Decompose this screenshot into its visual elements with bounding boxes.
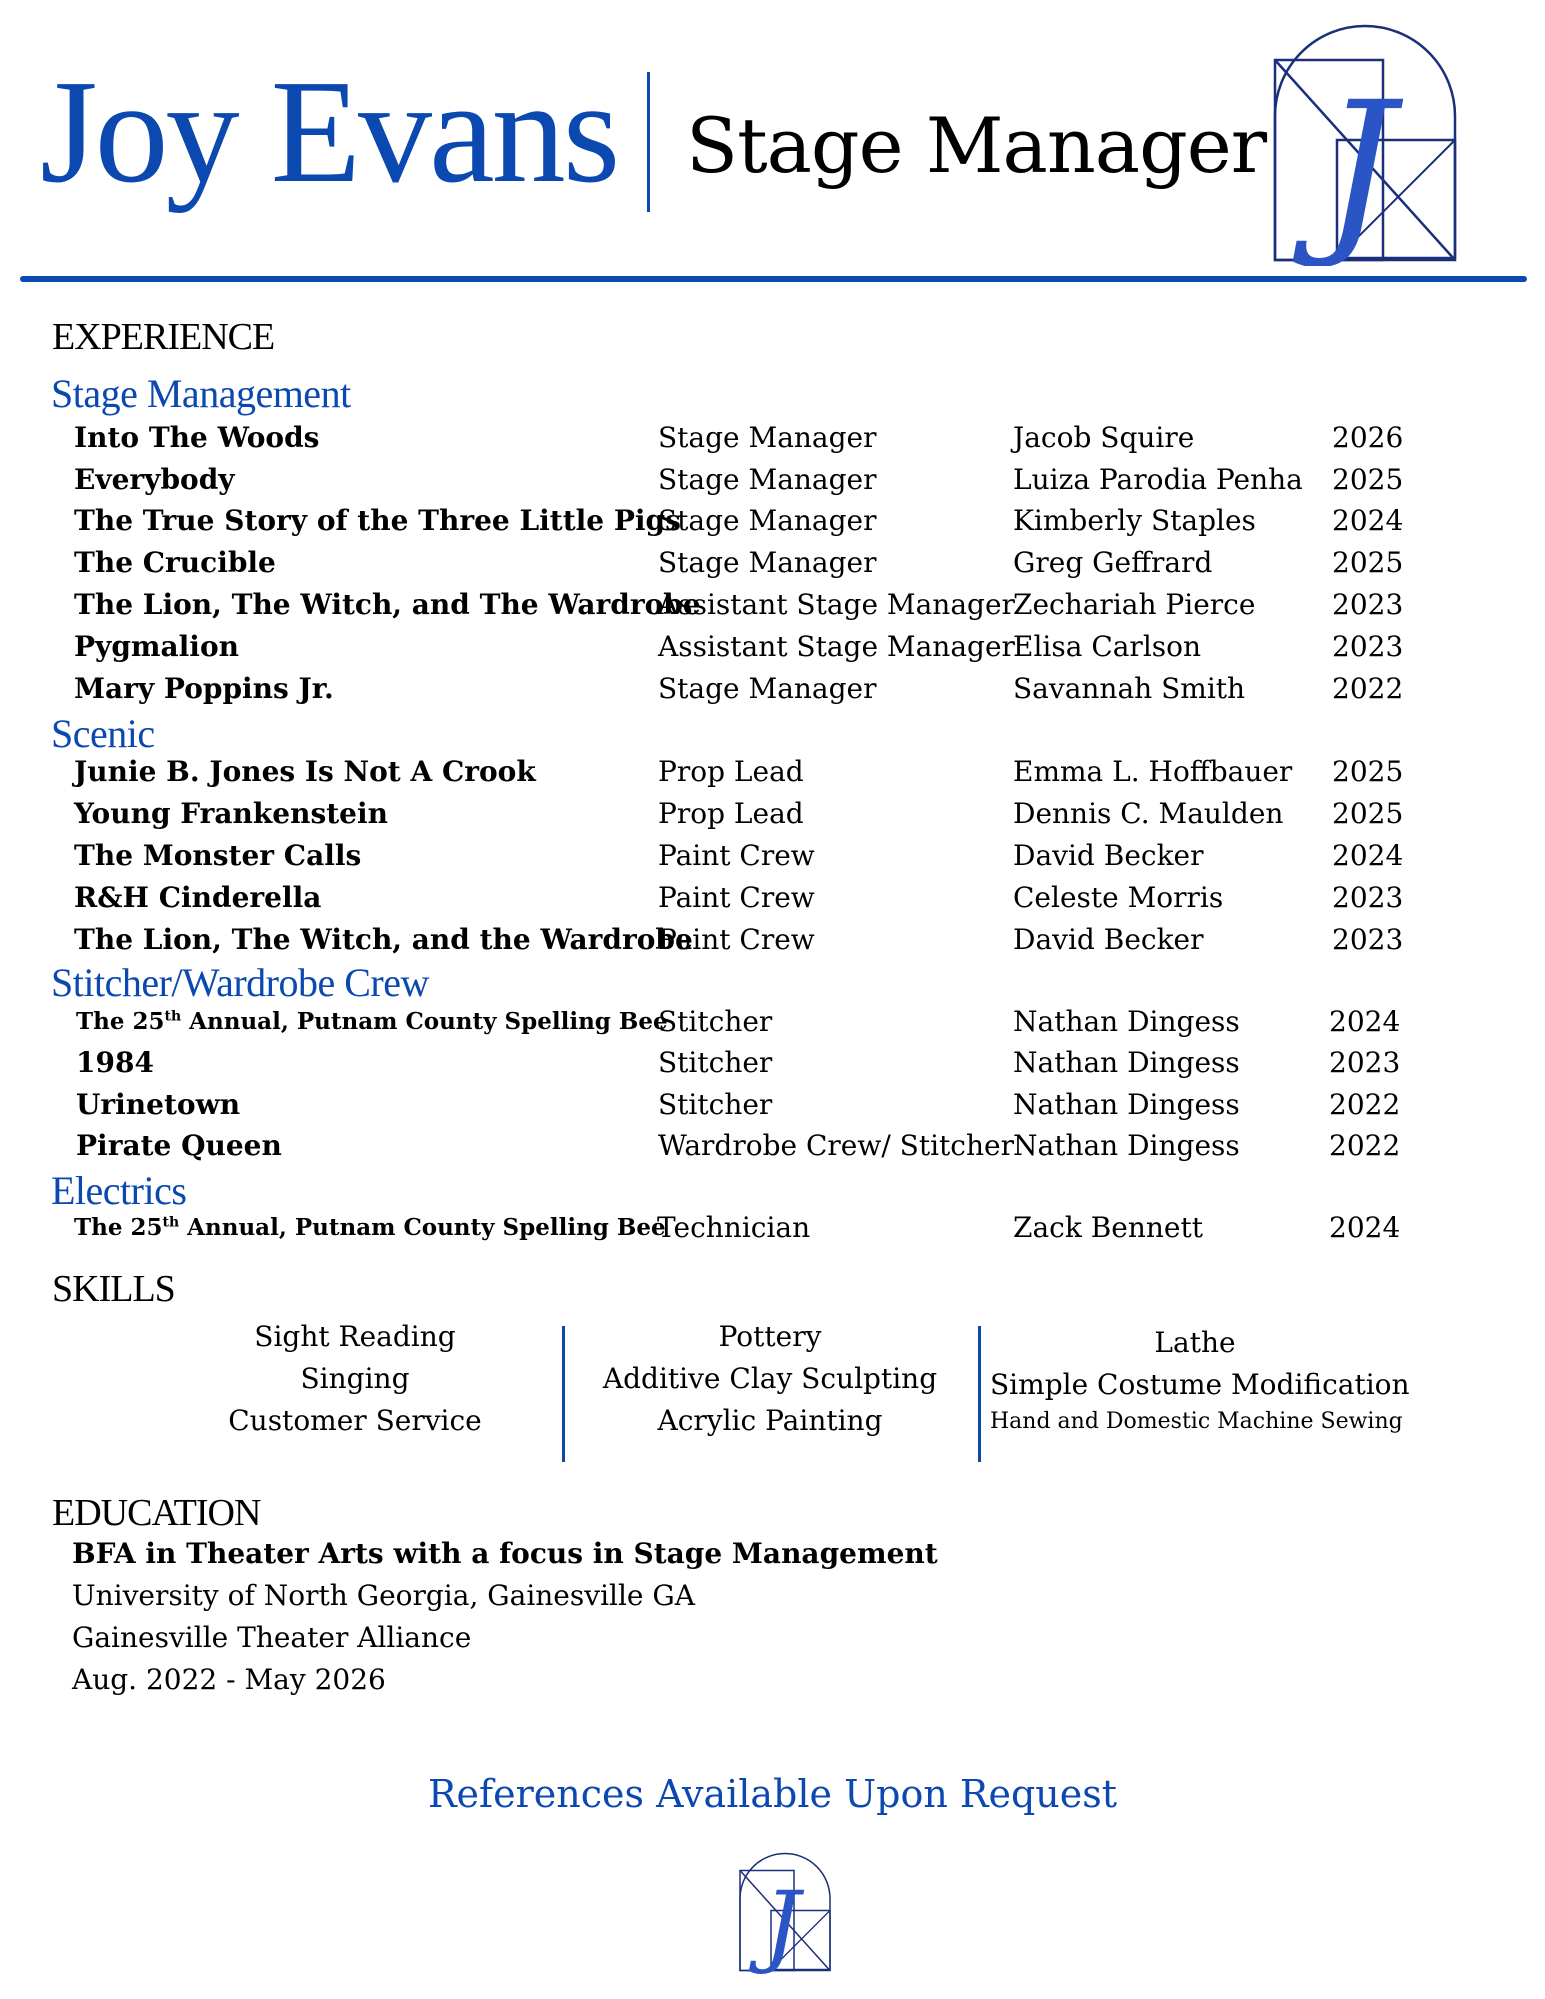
experience-row [0,794,1545,834]
role: Stage Manager [658,546,877,579]
show-title: Mary Poppins Jr. [74,672,334,705]
show-title: Young Frankenstein [74,797,388,830]
stitcher-heading: Stitcher/Wardrobe Crew [51,960,429,1005]
director: Celeste Morris [1013,881,1224,914]
year: 2025 [1332,755,1404,788]
role: Stitcher [658,1005,773,1038]
role: Paint Crew [658,923,815,956]
year: 2024 [1332,504,1404,537]
electrics-heading: Electrics [51,1168,187,1213]
show-title: The Lion, The Witch, and The Wardrobe [74,588,701,621]
year: 2022 [1329,1129,1401,1162]
director: Nathan Dingess [1013,1046,1240,1079]
svg-text:J: J [1322,64,1396,266]
director: Nathan Dingess [1013,1005,1240,1038]
experience-row [0,1085,1545,1125]
director: Zechariah Pierce [1013,588,1256,621]
experience-heading: EXPERIENCE [52,316,275,358]
role: Wardrobe Crew/ Stitcher [658,1129,1014,1162]
year: 2023 [1332,588,1404,621]
role: Prop Lead [658,755,804,788]
header-rule [20,276,1527,282]
year: 2022 [1329,1088,1401,1121]
show-title: Everybody [74,463,235,496]
header-divider [647,72,650,212]
skills-divider [978,1326,981,1462]
show-title: 1984 [76,1046,154,1079]
director: Nathan Dingess [1013,1129,1240,1162]
skill-item: Simple Costume Modification [990,1368,1410,1401]
experience-row [0,627,1545,667]
director: Kimberly Staples [1013,504,1256,537]
skill-item: Sight Reading [254,1320,456,1353]
role: Stage Manager [658,463,877,496]
year: 2025 [1332,797,1404,830]
director: Nathan Dingess [1013,1088,1240,1121]
role: Prop Lead [658,797,804,830]
director: David Becker [1013,839,1204,872]
experience-row [0,460,1545,500]
experience-row [0,920,1545,960]
experience-row [0,1126,1545,1166]
role: Assistant Stage Manager [658,588,1015,621]
director: Savannah Smith [1013,672,1246,705]
director: Elisa Carlson [1013,630,1202,663]
year: 2024 [1332,839,1404,872]
experience-row [0,1043,1545,1083]
role: Stitcher [658,1046,773,1079]
skill-item: Hand and Domestic Machine Sewing [990,1409,1403,1434]
year: 2023 [1332,881,1404,914]
show-title: The Crucible [74,546,276,579]
experience-row [0,752,1545,792]
experience-row [0,878,1545,918]
year: 2023 [1329,1046,1401,1079]
education-heading: EDUCATION [52,1492,261,1534]
director: Emma L. Hoffbauer [1013,755,1293,788]
skills-column-1 [200,1316,510,1442]
candidate-name: Joy Evans [40,50,618,214]
skill-item: Customer Service [228,1404,482,1437]
role: Stage Manager [658,672,877,705]
year: 2025 [1332,546,1404,579]
director: Zack Bennett [1013,1211,1203,1244]
monogram-logo-small [730,1848,840,1976]
show-title: The Monster Calls [74,839,362,872]
experience-row [0,1002,1545,1042]
role: Stitcher [658,1088,773,1121]
director: Luiza Parodia Penha [1013,463,1303,496]
skill-item: Acrylic Painting [657,1404,883,1437]
year: 2024 [1329,1211,1401,1244]
school: University of North Georgia, Gainesville GA [72,1579,695,1612]
experience-row [0,1208,1545,1248]
skill-item: Lathe [1154,1326,1236,1359]
experience-row [0,501,1545,541]
role: Stage Manager [658,421,877,454]
dates: Aug. 2022 - May 2026 [72,1663,386,1696]
experience-row [0,543,1545,583]
role: Paint Crew [658,881,815,914]
year: 2025 [1332,463,1404,496]
skills-column-2 [600,1316,940,1442]
show-title: Into The Woods [74,421,320,454]
experience-row [0,418,1545,458]
show-title: Pygmalion [74,630,239,663]
references-note: References Available Upon Request [427,1772,1118,1816]
skills-column-3 [990,1322,1410,1438]
skill-item: Singing [300,1362,410,1395]
experience-row [0,836,1545,876]
role: Technician [657,1211,811,1244]
skills-heading: SKILLS [52,1268,175,1310]
show-title: Pirate Queen [76,1129,282,1162]
experience-row [0,669,1545,709]
year: 2023 [1332,923,1404,956]
year: 2024 [1329,1005,1401,1038]
skills-divider [562,1326,565,1462]
scenic-heading: Scenic [51,711,155,756]
show-title: Urinetown [76,1088,241,1121]
monogram-logo [1255,20,1475,266]
role: Paint Crew [658,839,815,872]
skill-item: Additive Clay Sculpting [602,1362,938,1395]
svg-text:J: J [763,1872,801,1976]
director: Dennis C. Maulden [1013,797,1284,830]
job-title: Stage Manager [686,101,1267,190]
year: 2026 [1332,421,1404,454]
director: David Becker [1013,923,1204,956]
degree: BFA in Theater Arts with a focus in Stage Management [72,1537,938,1570]
stage-management-heading: Stage Management [51,371,351,416]
show-title: Junie B. Jones Is Not A Crook [74,755,536,788]
year: 2022 [1332,672,1404,705]
show-title: R&H Cinderella [74,881,322,914]
role: Stage Manager [658,504,877,537]
show-title: The 25th Annual, Putnam County Spelling Bee [74,1214,666,1241]
organization: Gainesville Theater Alliance [72,1621,472,1654]
show-title: The True Story of the Three Little Pigs [74,504,681,537]
experience-row [0,585,1545,625]
skill-item: Pottery [718,1320,822,1353]
director: Greg Geffrard [1013,546,1213,579]
show-title: The Lion, The Witch, and the Wardrobe [74,923,693,956]
role: Assistant Stage Manager [658,630,1015,663]
show-title: The 25th Annual, Putnam County Spelling Bee [76,1008,668,1035]
year: 2023 [1332,630,1404,663]
director: Jacob Squire [1013,421,1195,454]
